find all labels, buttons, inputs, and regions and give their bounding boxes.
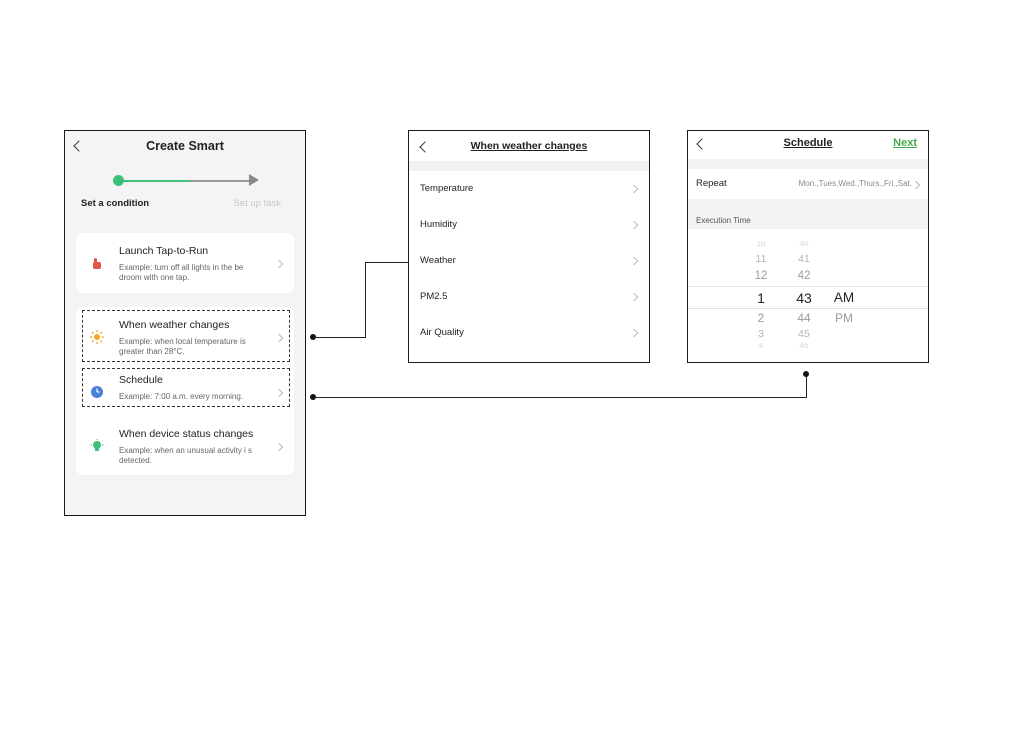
picker-value: 41	[798, 253, 810, 265]
item-title: When weather changes	[119, 319, 230, 331]
chevron-right-icon	[630, 329, 638, 337]
picker-selection-line-bottom	[688, 308, 928, 309]
option-label: Temperature	[420, 183, 474, 194]
chevron-right-icon	[275, 260, 283, 268]
picker-value: PM	[835, 311, 853, 325]
execution-time-header	[688, 199, 928, 229]
chevron-right-icon	[630, 257, 638, 265]
chevron-right-icon	[630, 293, 638, 301]
create-smart-screen	[64, 130, 306, 516]
repeat-value: Mon.,Tues,Wed.,Thurs.,Fri.,Sat.	[798, 179, 912, 188]
connector-dot-schedule-screen	[803, 371, 809, 377]
bulb-icon	[90, 439, 104, 453]
picker-value-selected: AM	[833, 290, 855, 305]
item-desc: Example: when an unusual activity i s detected.	[119, 446, 252, 465]
picker-value: 42	[797, 270, 811, 282]
page-title: When weather changes	[470, 140, 588, 152]
schedule-screen	[687, 130, 929, 363]
tap-hand-icon	[90, 256, 104, 270]
picker-value: 2	[757, 311, 765, 325]
connector-line	[365, 262, 366, 338]
repeat-label: Repeat	[696, 178, 727, 189]
weather-option-pm25[interactable]	[409, 279, 649, 315]
connector-line	[313, 337, 366, 338]
progress-dot	[113, 175, 124, 186]
option-label: PM2.5	[420, 291, 448, 302]
picker-value: 4	[758, 343, 764, 349]
picker-value-selected: 43	[796, 290, 812, 306]
picker-value: 45	[798, 328, 810, 340]
step-current-label: Set a condition	[81, 198, 150, 209]
option-label: Weather	[420, 255, 456, 266]
weather-highlight-box	[82, 310, 290, 362]
progress-arrow-icon	[249, 174, 259, 186]
page-title: Create Smart	[146, 139, 224, 153]
picker-value: 10	[756, 241, 766, 247]
weather-option-humidity[interactable]	[409, 207, 649, 243]
picker-value: 46	[799, 343, 809, 349]
chevron-right-icon	[630, 185, 638, 193]
weather-option-temperature[interactable]	[409, 171, 649, 207]
section-divider	[409, 161, 649, 171]
chevron-right-icon	[275, 443, 283, 451]
condition-item-device-status[interactable]	[76, 421, 294, 471]
weather-conditions-screen	[408, 130, 650, 363]
connector-line	[365, 262, 409, 263]
chevron-right-icon	[912, 181, 920, 189]
schedule-highlight-box	[82, 368, 290, 407]
option-label: Humidity	[420, 219, 457, 230]
item-desc: Example: 7:00 a.m. every morning.	[119, 392, 244, 401]
section-divider	[688, 159, 928, 169]
step-next-label: Set up task	[233, 198, 281, 209]
item-desc: Example: turn off all lights in the be droom with one tap.	[119, 263, 244, 282]
item-title: Launch Tap-to-Run	[119, 245, 209, 257]
item-title: Schedule	[119, 374, 163, 386]
repeat-row[interactable]	[688, 169, 928, 199]
progress-line-pending	[190, 180, 250, 182]
picker-value: 12	[754, 270, 768, 282]
item-title: When device status changes	[119, 428, 254, 440]
picker-value: 3	[758, 328, 764, 340]
weather-option-air-quality[interactable]	[409, 315, 649, 351]
next-button[interactable]: Next	[893, 137, 917, 149]
page-title: Schedule	[783, 137, 833, 149]
connector-line	[806, 374, 807, 398]
picker-value: 44	[797, 311, 811, 325]
execution-time-label: Execution Time	[696, 216, 751, 225]
picker-value-selected: 1	[757, 290, 765, 306]
weather-option-weather[interactable]	[409, 243, 649, 279]
option-label: Air Quality	[420, 327, 464, 338]
picker-selection-line-top	[688, 286, 928, 287]
chevron-right-icon	[630, 221, 638, 229]
picker-value: 11	[755, 253, 767, 265]
picker-value: 40	[799, 241, 809, 247]
item-desc: Example: when local temperature is greater than 28°C.	[119, 337, 246, 356]
tap-to-run-card	[76, 233, 294, 293]
connector-line	[313, 397, 807, 398]
condition-item-tap-to-run[interactable]	[76, 238, 294, 288]
progress-line-done	[120, 180, 190, 182]
